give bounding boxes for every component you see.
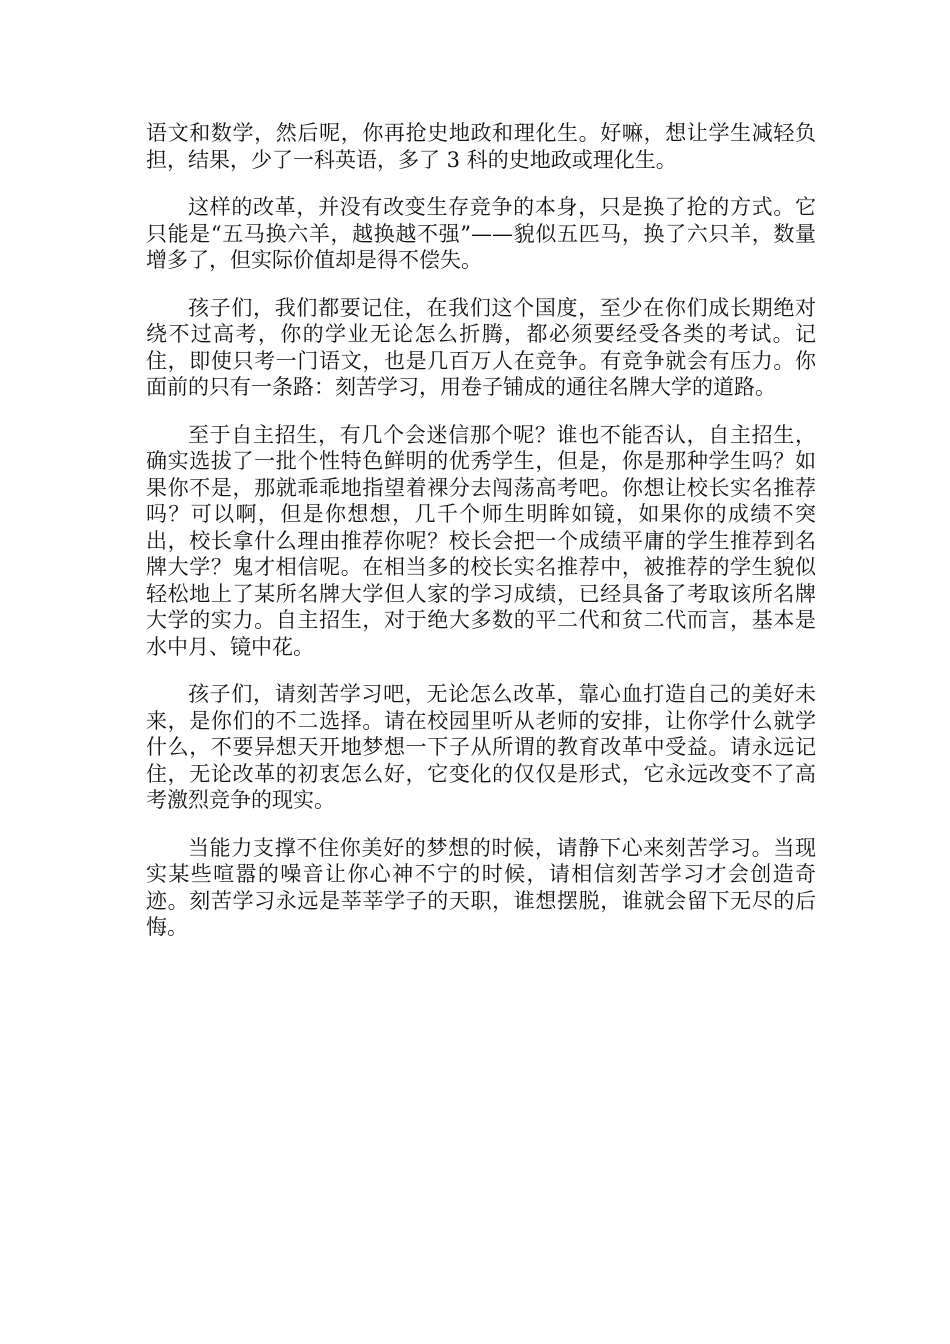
document-body xyxy=(146,120,816,962)
paragraph-continuation: 语文和数学，然后呢，你再抢史地政和理化生。好嘛，想让学生减轻负担，结果，少了一科英语，多了 3 科的史地政或理化生。 xyxy=(146,121,816,172)
paragraph-study-hard: 孩子们，请刻苦学习吧，无论怎么改革，靠心血打造自己的美好未来，是你们的不二选择。请在校园里听从老师的安排，让你学什么就学什么，不要异想天开地梦想一下子从所谓的教育改革中受益。请永远记住，无论改革的初衷怎么好，它变化的仅仅是形式，它永远改变不了高考激烈竞争的现实。 xyxy=(146,682,816,812)
paragraph-conclusion: 当能力支撑不住你美好的梦想的时候，请静下心来刻苦学习。当现实某些喧嚣的噪音让你心神不宁的时候，请相信刻苦学习才会创造奇迹。刻苦学习永远是莘莘学子的天职，谁想摆脱，谁就会留下无尽的后悔。 xyxy=(146,835,816,939)
paragraph-reform-critique: 这样的改革，并没有改变生存竞争的本身，只是换了抢的方式。它只能是“五马换六羊，越换越不强”——貌似五匹马，换了六只羊，数量增多了，但实际价值却是得不偿失。 xyxy=(146,195,816,272)
paragraph-gaokao-unavoidable: 孩子们，我们都要记住，在我们这个国度，至少在你们成长期绝对绕不过高考，你的学业无论怎么折腾，都必须要经受各类的考试。记住，即使只考一门语文，也是几百万人在竞争。有竞争就会有压力。你面前的只有一条路：刻苦学习，用卷子铺成的通往名牌大学的道路。 xyxy=(146,295,816,399)
paragraph-independent-enrollment: 至于自主招生，有几个会迷信那个呢？谁也不能否认，自主招生，确实选拔了一批个性特色鲜明的优秀学生，但是，你是那种学生吗？如果你不是，那就乖乖地指望着裸分去闯荡高考吧。你想让校长实名推荐吗？可以啊，但是你想想，几千个师生明眸如镜，如果你的成绩不突出，校长拿什么理由推荐你呢？校长会把一个成绩平庸的学生推荐到名牌大学？鬼才相信呢。在相当多的校长实名推荐中，被推荐的学生貌似轻松地上了某所名牌大学但人家的学习成绩，已经具备了考取该所名牌大学的实力。自主招生，对于绝大多数的平二代和贫二代而言，基本是水中月、镜中花。 xyxy=(146,422,816,659)
